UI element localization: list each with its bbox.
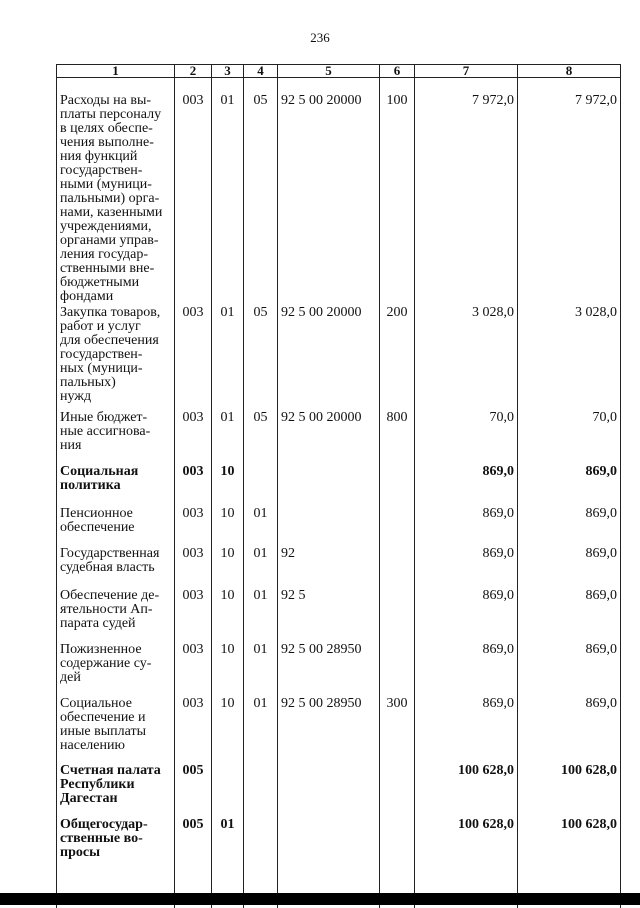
target-article-code [278,463,380,505]
subsection-code: 05 [244,78,278,305]
ved-code: 003 [175,545,212,587]
section-code: 01 [212,409,244,463]
amount-col8: 869,0 [518,587,621,641]
target-article-code: 92 5 00 20000 [278,304,380,409]
item-name: Государственная судебная власть [57,545,175,587]
subsection-code: 05 [244,304,278,409]
table-body [57,78,621,908]
amount-col7: 100 628,0 [415,816,518,878]
ved-code: 005 [175,816,212,878]
target-article-code: 92 5 00 28950 [278,641,380,695]
expense-type-code: 100 [380,78,415,305]
subsection-code: 01 [244,545,278,587]
expense-type-code [380,816,415,878]
target-article-code: 92 5 00 20000 [278,409,380,463]
amount-col7: 869,0 [415,463,518,505]
section-code: 01 [212,78,244,305]
ved-code: 003 [175,587,212,641]
ved-code: 003 [175,409,212,463]
amount-col7: 70,0 [415,409,518,463]
ved-code: 003 [175,505,212,545]
table-row [57,463,621,505]
section-code: 01 [212,304,244,409]
item-name: Счетная палата Республики Дагестан [57,762,175,816]
amount-col7: 869,0 [415,695,518,762]
col-header-5: 5 [278,65,380,78]
amount-col8: 3 028,0 [518,304,621,409]
col-header-4: 4 [244,65,278,78]
col-header-6: 6 [380,65,415,78]
target-article-code: 92 [278,545,380,587]
expense-type-code: 800 [380,409,415,463]
section-code: 01 [212,816,244,878]
subsection-code: 05 [244,409,278,463]
table-row [57,304,621,409]
amount-col8: 869,0 [518,695,621,762]
subsection-code: 01 [244,695,278,762]
section-code: 10 [212,463,244,505]
expense-type-code: 300 [380,695,415,762]
amount-col7: 7 972,0 [415,78,518,305]
subsection-code [244,816,278,878]
item-name: Социальное обеспечение и иные выплаты населению [57,695,175,762]
section-code: 10 [212,505,244,545]
expense-type-code [380,463,415,505]
expense-type-code [380,641,415,695]
subsection-code: 01 [244,505,278,545]
amount-col7: 100 628,0 [415,762,518,816]
table-row [57,409,621,463]
target-article-code [278,816,380,878]
amount-col7: 3 028,0 [415,304,518,409]
amount-col7: 869,0 [415,587,518,641]
page-number: 236 [0,30,640,46]
col-header-8: 8 [518,65,621,78]
table-row [57,762,621,816]
ved-code: 005 [175,762,212,816]
amount-col7: 869,0 [415,505,518,545]
amount-col8: 100 628,0 [518,762,621,816]
target-article-code: 92 5 00 28950 [278,695,380,762]
amount-col7: 869,0 [415,641,518,695]
amount-col8: 869,0 [518,505,621,545]
section-code: 10 [212,545,244,587]
amount-col8: 100 628,0 [518,816,621,878]
table-row [57,816,621,878]
item-name: Расходы на вы- платы персоналу в целях обеспе- чения выполне- ния функций государствен- ными (муници- пальными) орга- нами, казенными учреждениями, органами управ- ления государ- ственными вне- бюджетными фондами [57,78,175,305]
subsection-code: 01 [244,587,278,641]
ved-code: 003 [175,304,212,409]
item-name: Закупка товаров, работ и услуг для обеспечения государствен- ных (муници- пальных) нужд [57,304,175,409]
section-code [212,762,244,816]
amount-col8: 7 972,0 [518,78,621,305]
section-code: 10 [212,641,244,695]
ved-code: 003 [175,78,212,305]
section-code: 10 [212,695,244,762]
target-article-code [278,762,380,816]
table-row [57,641,621,695]
expense-type-code [380,545,415,587]
target-article-code: 92 5 [278,587,380,641]
ved-code: 003 [175,695,212,762]
section-code: 10 [212,587,244,641]
subsection-code [244,762,278,816]
header-row [57,65,621,78]
table-row [57,695,621,762]
ved-code: 003 [175,641,212,695]
expense-type-code: 200 [380,304,415,409]
subsection-code [244,463,278,505]
item-name: Пожизненное содержание су- дей [57,641,175,695]
col-header-3: 3 [212,65,244,78]
item-name: Пенсионное обеспечение [57,505,175,545]
amount-col8: 869,0 [518,463,621,505]
col-header-7: 7 [415,65,518,78]
amount-col8: 70,0 [518,409,621,463]
col-header-1: 1 [57,65,175,78]
table-row [57,545,621,587]
amount-col7: 869,0 [415,545,518,587]
amount-col8: 869,0 [518,641,621,695]
amount-col8: 869,0 [518,545,621,587]
item-name: Иные бюджет- ные ассигнова- ния [57,409,175,463]
subsection-code: 01 [244,641,278,695]
target-article-code [278,505,380,545]
item-name: Обеспечение де- ятельности Ап- парата судей [57,587,175,641]
item-name: Социальная политика [57,463,175,505]
ved-code: 003 [175,463,212,505]
col-header-2: 2 [175,65,212,78]
expense-type-code [380,505,415,545]
table-row [57,505,621,545]
table-row [57,78,621,305]
expense-type-code [380,587,415,641]
item-name: Общегосудар- ственные во- просы [57,816,175,878]
expense-type-code [380,762,415,816]
budget-table [56,64,621,908]
table-row [57,587,621,641]
target-article-code: 92 5 00 20000 [278,78,380,305]
scan-edge [0,893,640,905]
